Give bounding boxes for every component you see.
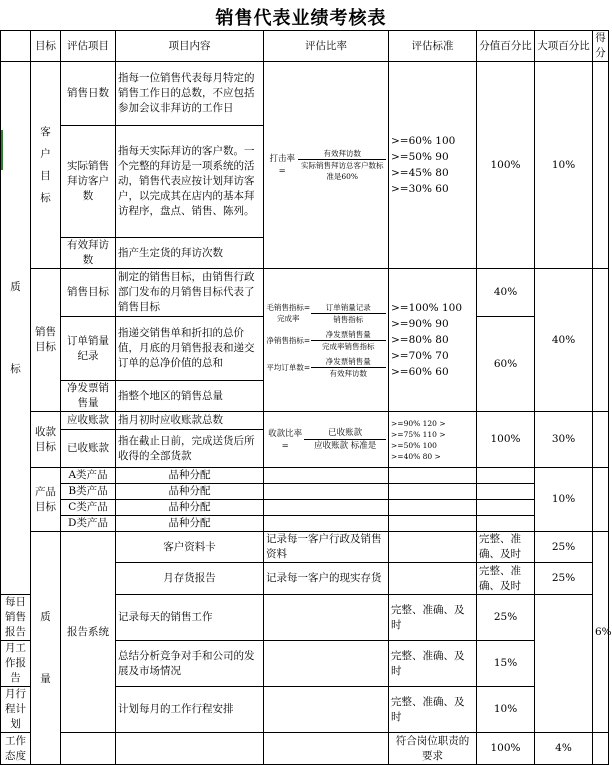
report-val-4: 10% (477, 687, 535, 733)
criteria-2: >=100% 100 >=90% 90 >=80% 80 >=70% 70 >=60% 60 (389, 269, 477, 412)
table-row (1, 62, 609, 126)
report-val-0: 25% (535, 532, 593, 563)
header-item: 评估项目 (61, 31, 116, 62)
attitude-big: 4% (535, 733, 593, 765)
ar-formula: 收款比率= $\frac{\text{已收账款}}{\text{应收账款 标准是}}$ (264, 412, 389, 468)
ar-target: 收款目标 (31, 412, 61, 468)
score-2[interactable] (593, 269, 609, 412)
table-row (1, 516, 609, 532)
product-c: C类产品 (61, 500, 116, 516)
report-content-4: 计划每月的工作行程安排 (116, 687, 264, 733)
report-crit-2: 完整、准确、及时 (389, 595, 477, 641)
criteria-1: >=60% 100 >=50% 90 >=45% 80 >=30% 60 (389, 62, 477, 269)
content-receivable: 指月初时应收账款总数 (116, 412, 264, 430)
content-effective-visits: 指产生定货的拜访次数 (116, 238, 264, 269)
header-target: 目标 (31, 31, 61, 62)
report-item-3: 月工作报告 (1, 641, 31, 687)
sales-target: 销售目标 (31, 269, 61, 412)
value-3: 100% (477, 412, 535, 468)
customer-target: 客 户 目 标 (31, 62, 61, 269)
table-row (1, 468, 609, 484)
report-item-1: 月存货报告 (116, 563, 264, 595)
product-b: B类产品 (61, 484, 116, 500)
big-3: 30% (535, 412, 593, 468)
header-score: 得分 (593, 31, 609, 62)
report-item-2: 每日销售报告 (1, 595, 31, 641)
score-3[interactable] (593, 412, 609, 468)
big-2: 40% (535, 269, 593, 412)
criteria-3: >=90% 120 > >=75% 110 > >=50% 100 >=40% 80 > (389, 412, 477, 468)
product-a-content: 品种分配 (116, 468, 264, 484)
product-d: D类产品 (61, 516, 116, 532)
product-c-content: 品种分配 (116, 500, 264, 516)
value-2b: 60% (477, 317, 535, 412)
content-received: 指在截止日前，完成送货后所收得的全部货款 (116, 430, 264, 468)
content-sales-days: 指每一位销售代表每月特定的销售工作日的总数，不应包括参加会议非拜访的工作日 (116, 62, 264, 126)
product-a: A类产品 (61, 468, 116, 484)
content-order-record: 指递交销售单和折扣的总价值，月底的月销售报表和递交订单的总净价值的总和 (116, 317, 264, 381)
report-val-2: 25% (477, 595, 535, 641)
report-crit-1: 完整、准确、及时 (477, 563, 535, 595)
item-receivable: 应收账款 (61, 412, 116, 430)
content-net-invoice: 指整个地区的销售总量 (116, 381, 264, 412)
header-content: 项目内容 (116, 31, 264, 62)
score-1[interactable] (593, 62, 609, 269)
hit-rate-formula: 打击率= $\frac{\text{有效拜访数}}{\text{实际销售拜访总客户数标准是60\%}}$ (264, 62, 389, 269)
quantity-label: 质 量 (31, 532, 61, 765)
header-criteria: 评估标准 (389, 31, 477, 62)
item-visits: 实际销售拜访客户数 (61, 126, 116, 238)
report-val-3: 15% (477, 641, 535, 687)
item-sales-target: 销售目标 (61, 269, 116, 317)
report-crit-4: 完整、准确、及时 (389, 687, 477, 733)
content-visits: 指每天实际拜访的客户数。一个完整的拜访是一项系统的活动，销售代表应按计划拜访客户，以完成其在店内的基本拜访程序，盘点、销售、陈列。 (116, 126, 264, 238)
table-row (1, 412, 609, 430)
attitude-crit: 符合岗位职责的要求 (389, 733, 477, 765)
item-order-record: 订单销量纪录 (61, 317, 116, 381)
report-item-4: 月行程计划 (1, 687, 31, 733)
big-1: 10% (535, 62, 593, 269)
product-d-content: 品种分配 (116, 516, 264, 532)
product-target: 产品目标 (31, 468, 61, 532)
header-blank (1, 31, 31, 62)
table-row (1, 484, 609, 500)
table-row (1, 269, 609, 317)
report-crit-0: 完整、准确、及时 (477, 532, 535, 563)
report-content-1: 记录每一客户的现实存货 (264, 563, 389, 595)
content-sales-target: 制定的销售目标，由销售行政部门发布的月销售目标代表了销售目标 (116, 269, 264, 317)
product-b-content: 品种分配 (116, 484, 264, 500)
header-value: 分值百分比 (477, 31, 535, 62)
report-system: 报告系统 (61, 532, 116, 733)
item-net-invoice: 净发票销售量 (61, 381, 116, 412)
report-content-2: 记录每天的销售工作 (116, 595, 264, 641)
report-content-0: 记录每一客户行政及销售资料 (264, 532, 389, 563)
item-sales-days: 销售日数 (61, 62, 116, 126)
report-content-3: 总结分析竞争对手和公司的发展及市场情况 (116, 641, 264, 687)
value-1: 100% (477, 62, 535, 269)
assessment-table (0, 30, 612, 765)
quality-label: 质 标 (1, 62, 31, 595)
item-received: 已收账款 (61, 430, 116, 468)
header-big: 大项百分比 (535, 31, 593, 62)
table-row (1, 500, 609, 516)
attitude: 工作态度 (1, 733, 31, 765)
big-4: 10% (535, 468, 593, 532)
header-ratio: 评估比率 (264, 31, 389, 62)
report-item-0: 客户资料卡 (116, 532, 264, 563)
value-2a: 40% (477, 269, 535, 317)
header-row (1, 31, 609, 62)
score-4[interactable] (593, 468, 609, 532)
page-title: 销售代表业绩考核表 (215, 8, 387, 29)
table-row (1, 532, 609, 563)
attitude-val: 100% (477, 733, 535, 765)
report-val-1: 25% (535, 563, 593, 595)
big-5: 6% (593, 532, 609, 733)
table-row (1, 733, 609, 765)
report-crit-3: 完整、准确、及时 (389, 641, 477, 687)
attitude-score[interactable] (593, 733, 609, 765)
item-effective-visits: 有效拜访数 (61, 238, 116, 269)
sales-formulas: 毛销售指标=完成率 $\frac{\text{订单销量记录}}{\text{销售指标}}$ 净销售指标= $\frac{\text{净发票销售量}}{\text{完成率销售指标}}$ 平均订单数= $\frac{\text{净发票销售量}}{\text{有效拜访数}}$ (264, 269, 389, 412)
